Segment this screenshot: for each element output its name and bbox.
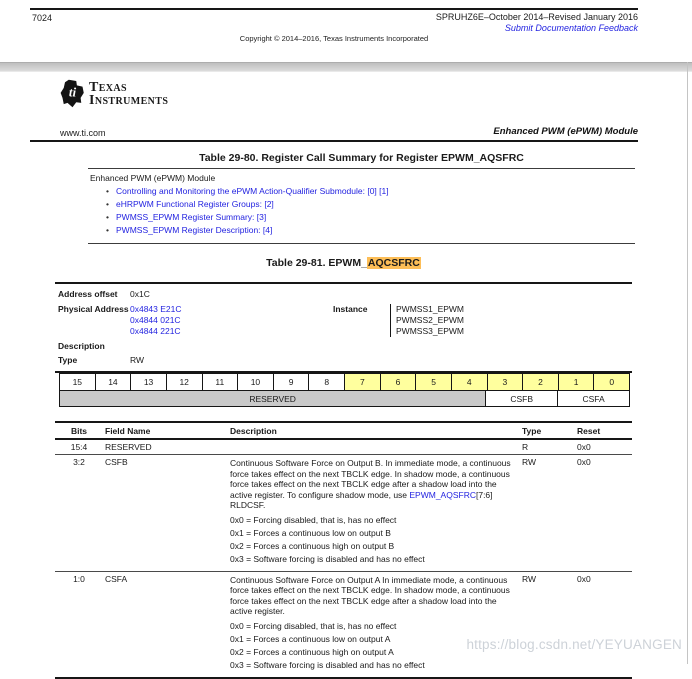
physical-address-link-0[interactable]: 0x4843 E21C: [130, 304, 182, 314]
reset-cell: 0x0: [577, 457, 591, 467]
list-item: [90, 224, 633, 237]
field-table-header: [55, 421, 632, 440]
description-row: [55, 339, 632, 353]
list-item: [90, 185, 633, 198]
bit-15: 15: [60, 374, 96, 390]
instance-value-2: PWMSS3_EPWM: [396, 326, 465, 336]
physical-address-values: [130, 304, 333, 337]
address-offset-label: Address offset: [58, 289, 118, 299]
bits-cell: 15:4: [70, 442, 88, 452]
value-line-0: 0x0 = Forcing disabled, that is, has no effect: [230, 620, 397, 631]
description-text: [7:6] RLDCSF.: [230, 489, 493, 510]
field-csfb: CSFB: [486, 391, 558, 406]
description-cell: [230, 574, 522, 673]
copyright-text: Copyright © 2014–2016, Texas Instruments Incorporated: [239, 34, 429, 43]
logo-line-2: Instruments: [89, 93, 169, 108]
bits-cell: 3:2: [73, 457, 85, 467]
header-reset: Reset: [577, 426, 601, 436]
table-29-80-title: Table 29-80. Register Call Summary for Register EPWM_AQSFRC: [199, 152, 524, 164]
description-paragraph: [230, 458, 514, 511]
value-line-1: 0x1 = Forces a continuous low on output A: [230, 633, 391, 644]
register-info-table: [55, 282, 632, 373]
type-value: RW: [130, 355, 145, 365]
type-row: [55, 353, 632, 368]
reset-cell: 0x0: [577, 442, 591, 452]
bit-number-row: [60, 374, 629, 390]
field-name-cell: CSFB: [105, 457, 128, 467]
header-type: Type: [522, 426, 542, 436]
epwm-aqsfrc-link[interactable]: EPWM_AQSFRC: [409, 489, 476, 500]
call-summary-link-0[interactable]: Controlling and Monitoring the ePWM Action-Qualifier Submodule: [0] [1]: [116, 186, 389, 196]
ti-logo-wordmark: [89, 82, 168, 107]
bit-field-diagram: [59, 373, 630, 407]
document-reference: SPRUHZ6E–October 2014–Revised January 2016: [435, 12, 638, 22]
call-summary-link-list: [90, 185, 633, 237]
ti-logo-icon: [60, 79, 85, 108]
field-csfa: CSFA: [558, 391, 629, 406]
instance-value-1: PWMSS2_EPWM: [396, 315, 465, 325]
instance-label: Instance: [333, 304, 368, 314]
value-line-2: 0x2 = Forces a continuous high on output A: [230, 646, 394, 657]
footer-rule: [30, 8, 638, 10]
description-cell: [230, 457, 522, 567]
bit-6: 6: [381, 374, 417, 390]
bit-8: 8: [309, 374, 345, 390]
instance-values: [390, 304, 464, 337]
bit-5: 5: [416, 374, 452, 390]
value-line-3: 0x3 = Software forcing is disabled and has no effect: [230, 553, 425, 564]
header-field-name: Field Name: [105, 426, 151, 436]
bit-10: 10: [238, 374, 274, 390]
ti-logo: [60, 79, 168, 108]
search-highlight: AQCSFRC: [367, 257, 420, 269]
description-label: Description: [58, 341, 105, 351]
bit-14: 14: [96, 374, 132, 390]
register-call-summary-box: [88, 168, 635, 244]
header-rule: [30, 140, 638, 142]
page-right-border: [687, 62, 688, 664]
bit-13: 13: [131, 374, 167, 390]
header-bits: Bits: [70, 426, 88, 436]
bit-2: 2: [523, 374, 559, 390]
bit-9: 9: [274, 374, 310, 390]
list-item: [90, 211, 633, 224]
value-line-0: 0x0 = Forcing disabled, that is, has no effect: [230, 514, 397, 525]
chapter-title: Enhanced PWM (ePWM) Module: [493, 126, 638, 137]
page-separator: [0, 62, 692, 72]
bit-0: 0: [594, 374, 629, 390]
table-row-csfa: [55, 572, 632, 679]
csdn-watermark: https://blog.csdn.net/YEYUANGEN: [466, 637, 682, 652]
call-summary-link-3[interactable]: PWMSS_EPWM Register Description: [4]: [116, 225, 273, 235]
value-line-3: 0x3 = Software forcing is disabled and has no effect: [230, 659, 425, 670]
instance-value-0: PWMSS1_EPWM: [396, 304, 465, 314]
physical-address-link-2[interactable]: 0x4844 221C: [130, 326, 181, 336]
bit-11: 11: [203, 374, 239, 390]
address-offset-value: 0x1C: [130, 289, 150, 299]
svg-text:ti: ti: [68, 84, 77, 100]
table-row-csfb: [55, 455, 632, 572]
bit-12: 12: [167, 374, 203, 390]
description-paragraph: Continuous Software Force on Output A In immediate mode, a continuous force takes effect on the next TBCLK edge. In shadow mode, a continuous force takes effect on the next TBCLK edge after a shadow load into the active register.: [230, 574, 510, 616]
description-text: Continuous Software Force on Output B. In immediate mode, a continuous force takes effect on the next TBCLK edge. In shadow mode, a continuous force takes effect on the next TBCLK edge after a shadow load into the active register. To configure shadow mode, use: [230, 458, 511, 500]
reset-cell: 0x0: [577, 573, 591, 584]
bits-cell: 1:0: [73, 573, 85, 584]
physical-address-label: Physical Address: [58, 304, 129, 314]
value-line-1: 0x1 = Forces a continuous low on output B: [230, 527, 391, 538]
bit-field-row: [60, 390, 629, 406]
physical-address-link-1[interactable]: 0x4844 021C: [130, 315, 181, 325]
table-29-81-title: [55, 257, 632, 269]
table-row-reserved: [55, 440, 632, 455]
type-cell: RW: [522, 457, 537, 467]
physical-address-row: [55, 302, 632, 339]
field-name-cell: RESERVED: [105, 442, 152, 452]
list-item: [90, 198, 633, 211]
field-reserved: RESERVED: [60, 391, 486, 406]
type-cell: RW: [522, 573, 537, 584]
type-label: Type: [58, 355, 78, 365]
header-description: Description: [230, 426, 277, 436]
logo-line-1: Texas: [89, 80, 128, 95]
bit-1: 1: [559, 374, 595, 390]
ti-site-link[interactable]: www.ti.com: [60, 128, 106, 138]
value-line-2: 0x2 = Forces a continuous high on output B: [230, 540, 395, 551]
bit-7: 7: [345, 374, 381, 390]
field-name-cell: CSFA: [105, 573, 128, 584]
call-summary-link-2[interactable]: PWMSS_EPWM Register Summary: [3]: [116, 212, 267, 222]
bit-4: 4: [452, 374, 488, 390]
type-cell: R: [522, 442, 529, 452]
call-summary-link-1[interactable]: eHRPWM Functional Register Groups: [2]: [116, 199, 274, 209]
page-number: 7024: [32, 13, 53, 23]
bit-3: 3: [488, 374, 524, 390]
address-offset-row: [55, 287, 632, 302]
submit-feedback-link[interactable]: Submit Documentation Feedback: [504, 23, 638, 33]
title-prefix: Table 29-81. EPWM_: [266, 257, 367, 269]
call-summary-group-label: Enhanced PWM (ePWM) Module: [90, 173, 216, 183]
